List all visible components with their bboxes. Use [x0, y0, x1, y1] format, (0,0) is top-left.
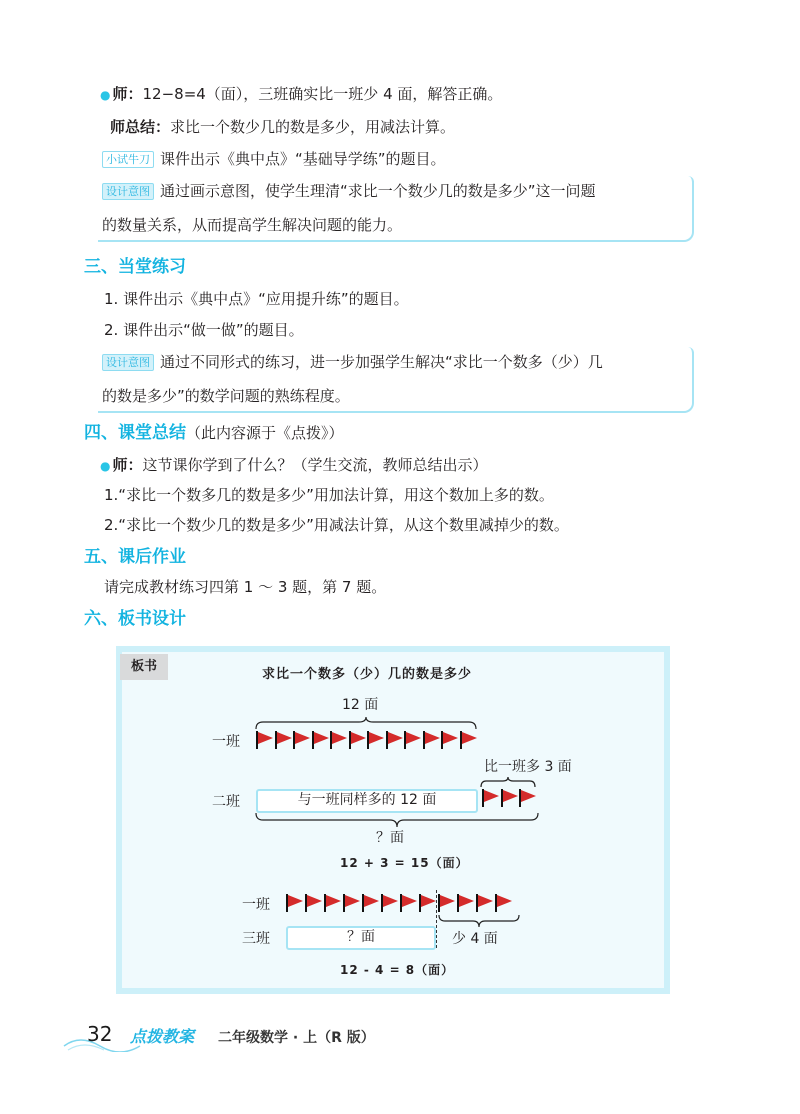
- flag-icon: [423, 731, 442, 749]
- flag-icon: [501, 789, 520, 807]
- teacher-line-2: [100, 455, 488, 476]
- section-heading-4: [84, 422, 344, 444]
- question-label: ？面: [376, 830, 404, 846]
- practice-tag: 小试牛刀: [102, 151, 154, 168]
- total-label: 12 面: [342, 697, 379, 713]
- list-item: 1.“求比一个数多几的数是多少”用加法计算，用这个数加上多的数。: [104, 486, 554, 504]
- equation-1: 12 + 3 = 15（面）: [340, 856, 469, 870]
- flag-icon: [495, 894, 514, 912]
- book-title: 二年级数学 · 上（R 版）: [218, 1030, 375, 1046]
- section-heading-5: 五、课后作业: [84, 547, 186, 567]
- summary-text: 求比一个数少几的数是多少，用减法计算。: [170, 118, 456, 136]
- flag-icon: [293, 731, 312, 749]
- board-title: 求比一个数多（少）几的数是多少: [262, 667, 473, 682]
- flag-icon: [286, 894, 305, 912]
- row-label-class1-b: 一班: [242, 897, 270, 913]
- bullet-dot-icon: ●: [100, 459, 111, 473]
- brace-bottom-icon: [255, 812, 539, 828]
- equation-2: 12 - 4 = 8（面）: [340, 963, 455, 977]
- page-number: 32: [87, 1022, 113, 1046]
- teacher-text: 12−8=4（面），三班确实比一班少 4 面，解答正确。: [142, 85, 503, 103]
- flag-icon: [349, 731, 368, 749]
- dashed-divider: [436, 890, 437, 948]
- list-item: 2. 课件出示“做一做”的题目。: [104, 321, 304, 339]
- design-intent-line: 通过不同形式的练习，进一步加强学生解决“求比一个数多（少）几: [160, 353, 603, 371]
- flag-icon: [441, 731, 460, 749]
- flag-icon: [460, 731, 479, 749]
- summary-label: 师总结：: [110, 118, 171, 136]
- list-item: 2.“求比一个数少几的数是多少”用减法计算，从这个数里减掉少的数。: [104, 516, 569, 534]
- flag-icon: [482, 789, 501, 807]
- flag-icon: [305, 894, 324, 912]
- speaker-label: 师：: [112, 456, 143, 474]
- design-intent-line: 的数量关系，从而提高学生解决问题的能力。: [102, 216, 403, 234]
- flag-icon: [275, 731, 294, 749]
- row-label-class3: 三班: [242, 931, 270, 947]
- design-intent-1: [102, 174, 692, 242]
- brace-less-icon: [438, 914, 520, 928]
- flag-icon: [362, 894, 381, 912]
- teacher-line-1: [100, 84, 502, 105]
- flag-icon: [343, 894, 362, 912]
- section-heading-6: 六、板书设计: [84, 609, 186, 629]
- design-intent-tag: 设计意图: [102, 183, 154, 200]
- less-label: 少 4 面: [452, 931, 498, 947]
- flag-icon: [312, 731, 331, 749]
- flag-icon: [457, 894, 476, 912]
- flag-icon: [476, 894, 495, 912]
- bullet-dot-icon: ●: [100, 88, 111, 102]
- section-heading-3: 三、当堂练习: [84, 257, 186, 277]
- homework-text: 请完成教材练习四第 1 ～ 3 题，第 7 题。: [104, 578, 387, 596]
- flag-icon: [324, 894, 343, 912]
- board-tag: 板书: [120, 654, 168, 680]
- list-item: 1. 课件出示《典中点》“应用提升练”的题目。: [104, 290, 409, 308]
- more-label: 比一班多 3 面: [484, 759, 572, 775]
- flag-icon: [330, 731, 349, 749]
- brand-logo: 点拨教案: [130, 1027, 195, 1046]
- flag-icon: [367, 731, 386, 749]
- design-intent-tag: 设计意图: [102, 354, 154, 371]
- flag-icon: [519, 789, 538, 807]
- teacher-summary: [110, 117, 455, 137]
- row-label-class1: 一班: [212, 734, 240, 750]
- class3-box: ？面: [286, 926, 436, 950]
- flag-icon: [381, 894, 400, 912]
- design-intent-2: [102, 345, 692, 413]
- brace-more-icon: [480, 776, 536, 788]
- brace-top-icon: [255, 716, 477, 730]
- section-heading-4-title: 四、课堂总结: [84, 423, 186, 443]
- flag-icon: [404, 731, 423, 749]
- flag-icon: [438, 894, 457, 912]
- practice-line: [102, 149, 446, 169]
- design-intent-line: 的数是多少”的数学问题的熟练程度。: [102, 387, 350, 405]
- speaker-label: 师：: [112, 85, 143, 103]
- same-amount-box: 与一班同样多的 12 面: [256, 789, 478, 813]
- practice-text: 课件出示《典中点》“基础导学练”的题目。: [160, 150, 446, 168]
- flag-icon: [386, 731, 405, 749]
- section-heading-4-note: （此内容源于《点拨》）: [186, 424, 344, 442]
- row-label-class2: 二班: [212, 794, 240, 810]
- flag-icon: [400, 894, 419, 912]
- teacher-text: 这节课你学到了什么？（学生交流，教师总结出示）: [142, 456, 488, 474]
- design-intent-line: 通过画示意图，使学生理清“求比一个数少几的数是多少”这一问题: [160, 182, 596, 200]
- flag-icon: [256, 731, 275, 749]
